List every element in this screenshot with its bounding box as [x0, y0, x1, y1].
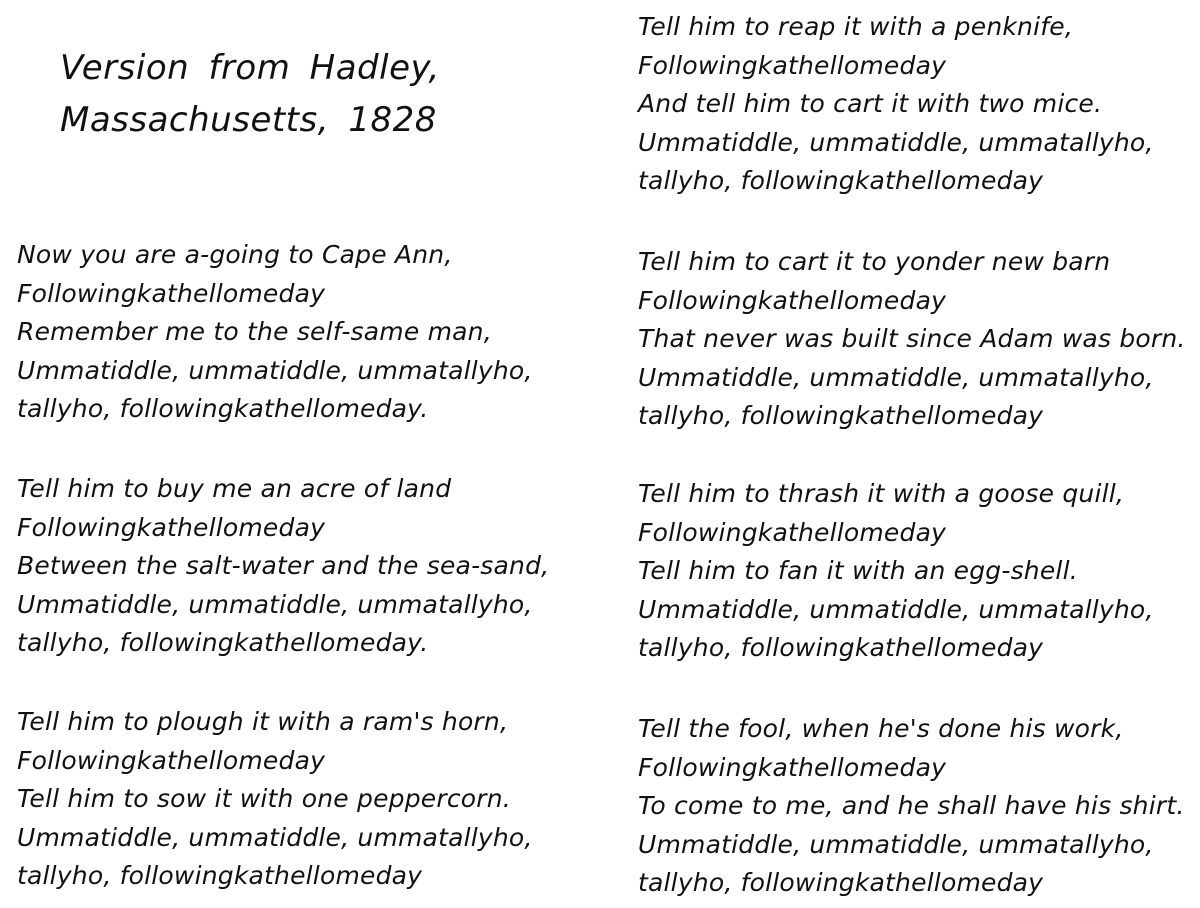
stanza-5: [638, 243, 1186, 436]
stanza-3: [17, 703, 533, 896]
refrain-line: Followingkathellomeday: [638, 50, 947, 80]
chorus-line: tallyho, followingkathellomeday.: [17, 394, 429, 423]
verse-line: Tell him to thrash it with a goose quill,: [638, 479, 1125, 508]
verse-line: And tell him to cart it with two mice.: [638, 89, 1103, 118]
verse-line: To come to me, and he shall have his shirt.: [638, 791, 1185, 820]
chorus-line: Ummatiddle, ummatiddle, ummatallyho,: [638, 127, 1154, 157]
refrain-line: Followingkathellomeday: [638, 517, 947, 547]
chorus-line: Ummatiddle, ummatiddle, ummatallyho,: [638, 829, 1154, 859]
chorus-line: Ummatiddle, ummatiddle, ummatallyho,: [638, 594, 1154, 624]
stanza-6: [638, 475, 1154, 668]
title-line-1: Version from Hadley,: [60, 48, 440, 88]
chorus-line: Ummatiddle, ummatiddle, ummatallyho,: [17, 355, 533, 385]
verse-line: Tell him to reap it with a penknife,: [638, 12, 1073, 41]
verse-line: Tell the fool, when he's done his work,: [638, 714, 1124, 743]
chorus-line: tallyho, followingkathellomeday: [638, 401, 1044, 430]
verse-line: Tell him to cart it to yonder new barn: [638, 247, 1111, 276]
refrain-line: Followingkathellomeday: [17, 512, 326, 542]
stanza-1: [17, 236, 533, 429]
chorus-line: tallyho, followingkathellomeday: [638, 166, 1044, 195]
chorus-line: Ummatiddle, ummatiddle, ummatallyho,: [17, 822, 533, 852]
stanza-4: [638, 8, 1154, 201]
verse-line: That never was built since Adam was born.: [638, 324, 1186, 353]
chorus-line: tallyho, followingkathellomeday.: [17, 628, 429, 657]
verse-line: Tell him to fan it with an egg-shell.: [638, 556, 1078, 585]
refrain-line: Followingkathellomeday: [17, 278, 326, 308]
stanza-2: [17, 470, 549, 663]
verse-line: Now you are a-going to Cape Ann,: [17, 240, 453, 269]
chorus-line: tallyho, followingkathellomeday: [638, 868, 1044, 897]
chorus-line: Ummatiddle, ummatiddle, ummatallyho,: [17, 589, 533, 619]
document-title: [60, 42, 440, 146]
refrain-line: Followingkathellomeday: [638, 285, 947, 315]
refrain-line: Followingkathellomeday: [17, 745, 326, 775]
verse-line: Tell him to buy me an acre of land: [17, 474, 452, 503]
stanza-7: [638, 710, 1185, 903]
chorus-line: tallyho, followingkathellomeday: [17, 861, 423, 890]
verse-line: Remember me to the self-same man,: [17, 317, 492, 346]
chorus-line: Ummatiddle, ummatiddle, ummatallyho,: [638, 362, 1154, 392]
chorus-line: tallyho, followingkathellomeday: [638, 633, 1044, 662]
verse-line: Tell him to sow it with one peppercorn.: [17, 784, 511, 813]
title-line-2: Massachusetts, 1828: [60, 100, 437, 140]
refrain-line: Followingkathellomeday: [638, 752, 947, 782]
verse-line: Between the salt-water and the sea-sand,: [17, 551, 550, 580]
verse-line: Tell him to plough it with a ram's horn,: [17, 707, 509, 736]
